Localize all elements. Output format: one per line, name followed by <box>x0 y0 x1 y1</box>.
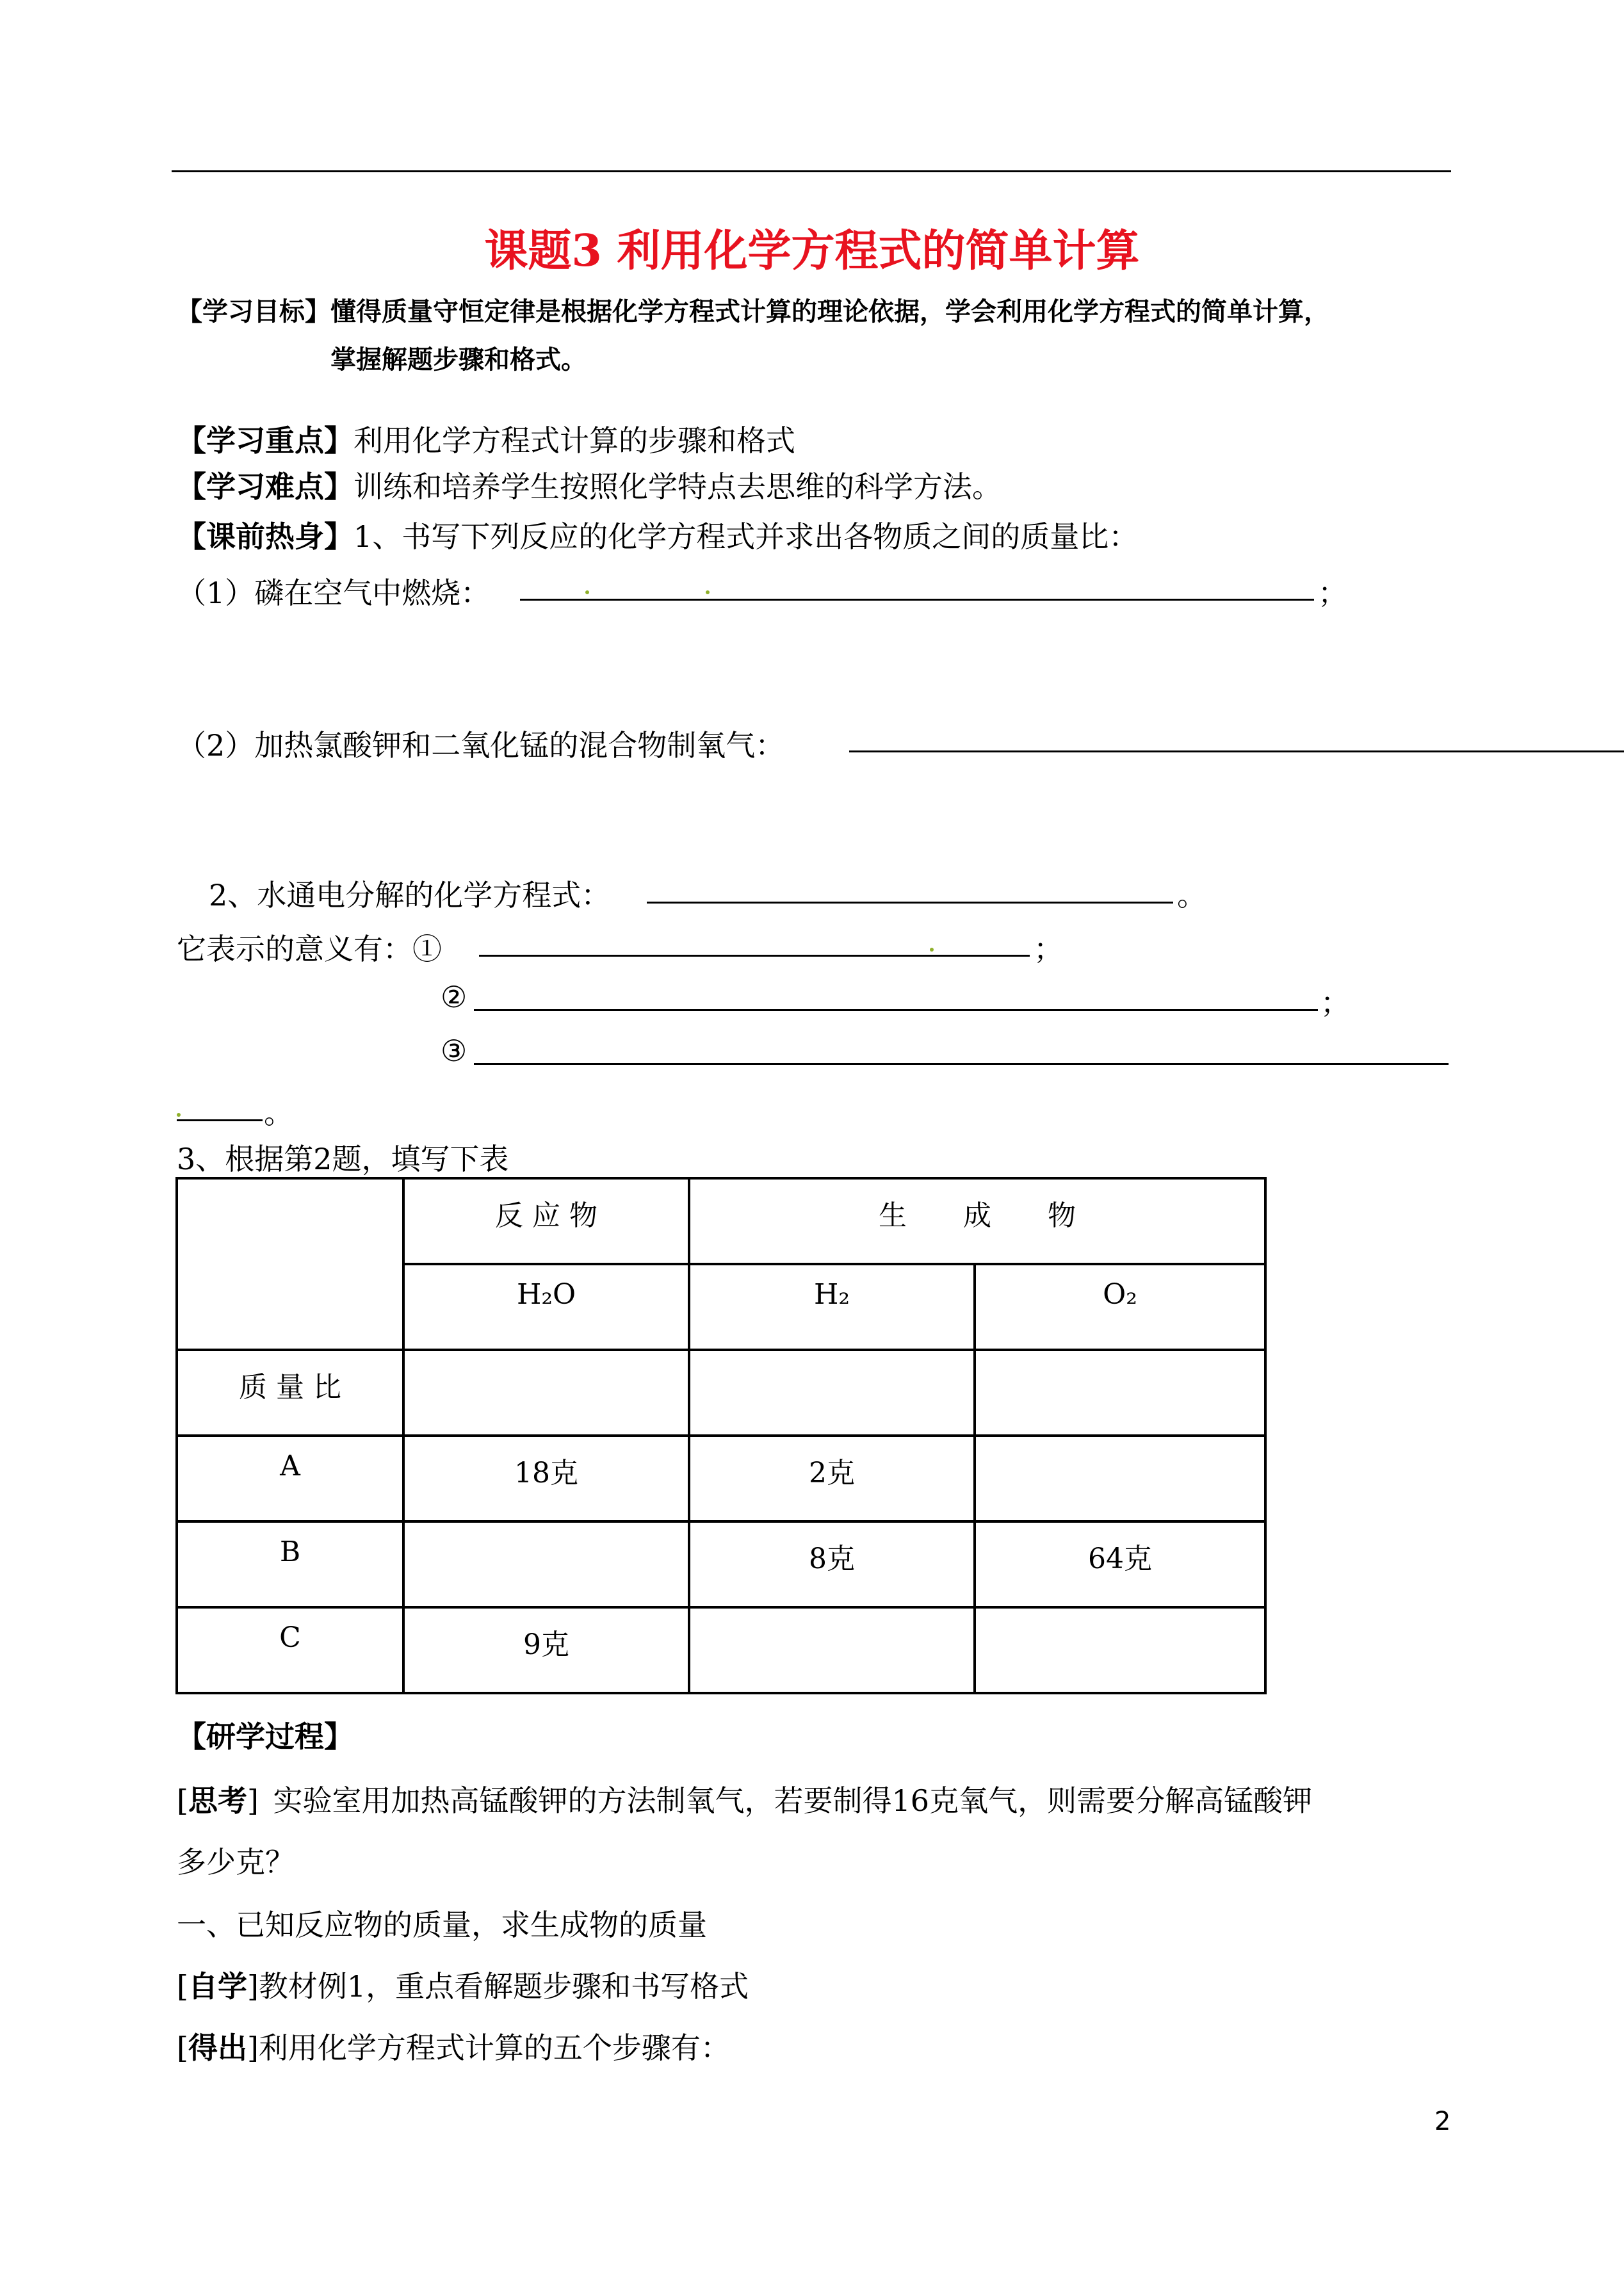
goal-line-1 <box>177 291 1329 328</box>
answer-blank-2[interactable] <box>849 750 1624 752</box>
table-cell[interactable]: 64克 <box>975 1521 1265 1607</box>
table-cell[interactable] <box>403 1350 689 1436</box>
warmup-label: 【课前热身】 <box>177 519 353 554</box>
difficulty <box>177 464 1002 506</box>
warmup-q2: 2、水通电分解的化学方程式： <box>209 878 611 912</box>
self-study-label: 自学 <box>188 1969 247 2004</box>
table-cell[interactable]: 8克 <box>689 1521 975 1607</box>
speck <box>706 590 710 594</box>
research-label: 【研学过程】 <box>177 1719 353 1754</box>
goal-label: 【学习目标】 <box>177 297 330 327</box>
bracket-close: ] <box>247 2031 259 2065</box>
meaning-blank-2[interactable] <box>474 1009 1318 1011</box>
think-text-1: 实验室用加热高锰酸钾的方法制氧气，若要制得16克氧气，则需要分解高锰酸钾 <box>273 1783 1313 1818</box>
goal-line-2: 掌握解题步骤和格式。 <box>330 345 587 375</box>
row-label: C <box>177 1607 403 1693</box>
self-study-text: 教材例1，重点看解题步骤和书写格式 <box>258 1969 749 2004</box>
warmup-q1 <box>177 514 1138 556</box>
key-point-text: 利用化学方程式计算的步骤和格式 <box>353 423 795 458</box>
bracket-open: [ <box>177 1969 188 2004</box>
semicolon-1: ； <box>1318 576 1347 610</box>
result-label: 得出 <box>188 2031 247 2065</box>
table-cell[interactable] <box>975 1607 1265 1693</box>
meaning-mark-2: ② <box>441 980 467 1014</box>
key-point-label: 【学习重点】 <box>177 423 353 458</box>
table-row <box>177 1350 1265 1436</box>
meaning-blank-1[interactable] <box>479 955 1030 957</box>
table-cell[interactable] <box>403 1521 689 1607</box>
product-header: 生 成 物 <box>689 1178 1265 1264</box>
formula-h2: H₂ <box>689 1264 975 1350</box>
table-cell[interactable]: 9克 <box>403 1607 689 1693</box>
speck <box>177 1113 181 1117</box>
table-cell[interactable]: 2克 <box>689 1436 975 1521</box>
self-study-line <box>177 1963 749 2006</box>
think-line-1 <box>177 1778 1312 1820</box>
table-cell[interactable] <box>689 1607 975 1693</box>
table-cell[interactable]: 18克 <box>403 1436 689 1521</box>
goal-text-1: 懂得质量守恒定律是根据化学方程式计算的理论依据，学会利用化学方程式的简单计算， <box>330 297 1329 327</box>
page-number: 2 <box>1434 2107 1451 2136</box>
difficulty-label: 【学习难点】 <box>177 469 353 504</box>
speck <box>585 590 589 594</box>
meaning-blank-3[interactable] <box>474 1063 1449 1065</box>
table-row <box>177 1607 1265 1693</box>
bracket-open: [ <box>177 1783 188 1818</box>
section-1-heading: 一、已知反应物的质量，求生成物的质量 <box>177 1908 707 1942</box>
row-label: A <box>177 1436 403 1521</box>
difficulty-text: 训练和培养学生按照化学特点去思维的科学方法。 <box>353 469 1002 504</box>
answer-blank-3[interactable] <box>647 902 1173 904</box>
semicolon-3: ； <box>1320 985 1350 1020</box>
page-title: 课题3 利用化学方程式的简单计算 <box>484 225 1140 277</box>
meaning-mark-3: ③ <box>441 1034 467 1068</box>
mass-ratio-table <box>175 1177 1267 1694</box>
answer-blank-1[interactable] <box>520 599 1314 601</box>
speck <box>930 948 934 952</box>
bracket-close: ] <box>247 1783 259 1818</box>
key-point <box>177 418 795 460</box>
table-row <box>177 1521 1265 1607</box>
semicolon-2: ； <box>1034 932 1063 966</box>
header-rule <box>172 170 1451 172</box>
table-cell[interactable] <box>975 1436 1265 1521</box>
meaning-label: 它表示的意义有：① <box>177 932 442 966</box>
result-text: 利用化学方程式计算的五个步骤有： <box>258 2031 730 2065</box>
period-q2: 。 <box>1177 878 1206 912</box>
table-cell[interactable] <box>975 1350 1265 1436</box>
formula-h2o: H₂O <box>403 1264 689 1350</box>
formula-o2: O₂ <box>975 1264 1265 1350</box>
table-cell[interactable] <box>689 1350 975 1436</box>
warmup-q1-text: 1、书写下列反应的化学方程式并求出各物质之间的质量比： <box>353 519 1139 554</box>
bracket-close: ] <box>247 1969 259 2004</box>
bracket-open: [ <box>177 2031 188 2065</box>
table-corner-cell <box>177 1178 403 1350</box>
row-label: B <box>177 1521 403 1607</box>
reactant-header: 反 应 物 <box>403 1178 689 1264</box>
table-row <box>177 1436 1265 1521</box>
warmup-q3: 3、根据第2题，填写下表 <box>177 1142 509 1176</box>
warmup-q1a: （1）磷在空气中燃烧： <box>177 576 491 610</box>
row-label: 质 量 比 <box>177 1350 403 1436</box>
warmup-q1b: （2）加热氯酸钾和二氧化锰的混合物制氧气： <box>177 728 785 763</box>
result-line <box>177 2025 730 2067</box>
think-line-2: 多少克？ <box>177 1845 295 1879</box>
think-label: 思考 <box>188 1783 247 1818</box>
meaning-blank-3-continued[interactable] <box>177 1119 263 1121</box>
period-meaning: 。 <box>264 1096 293 1130</box>
